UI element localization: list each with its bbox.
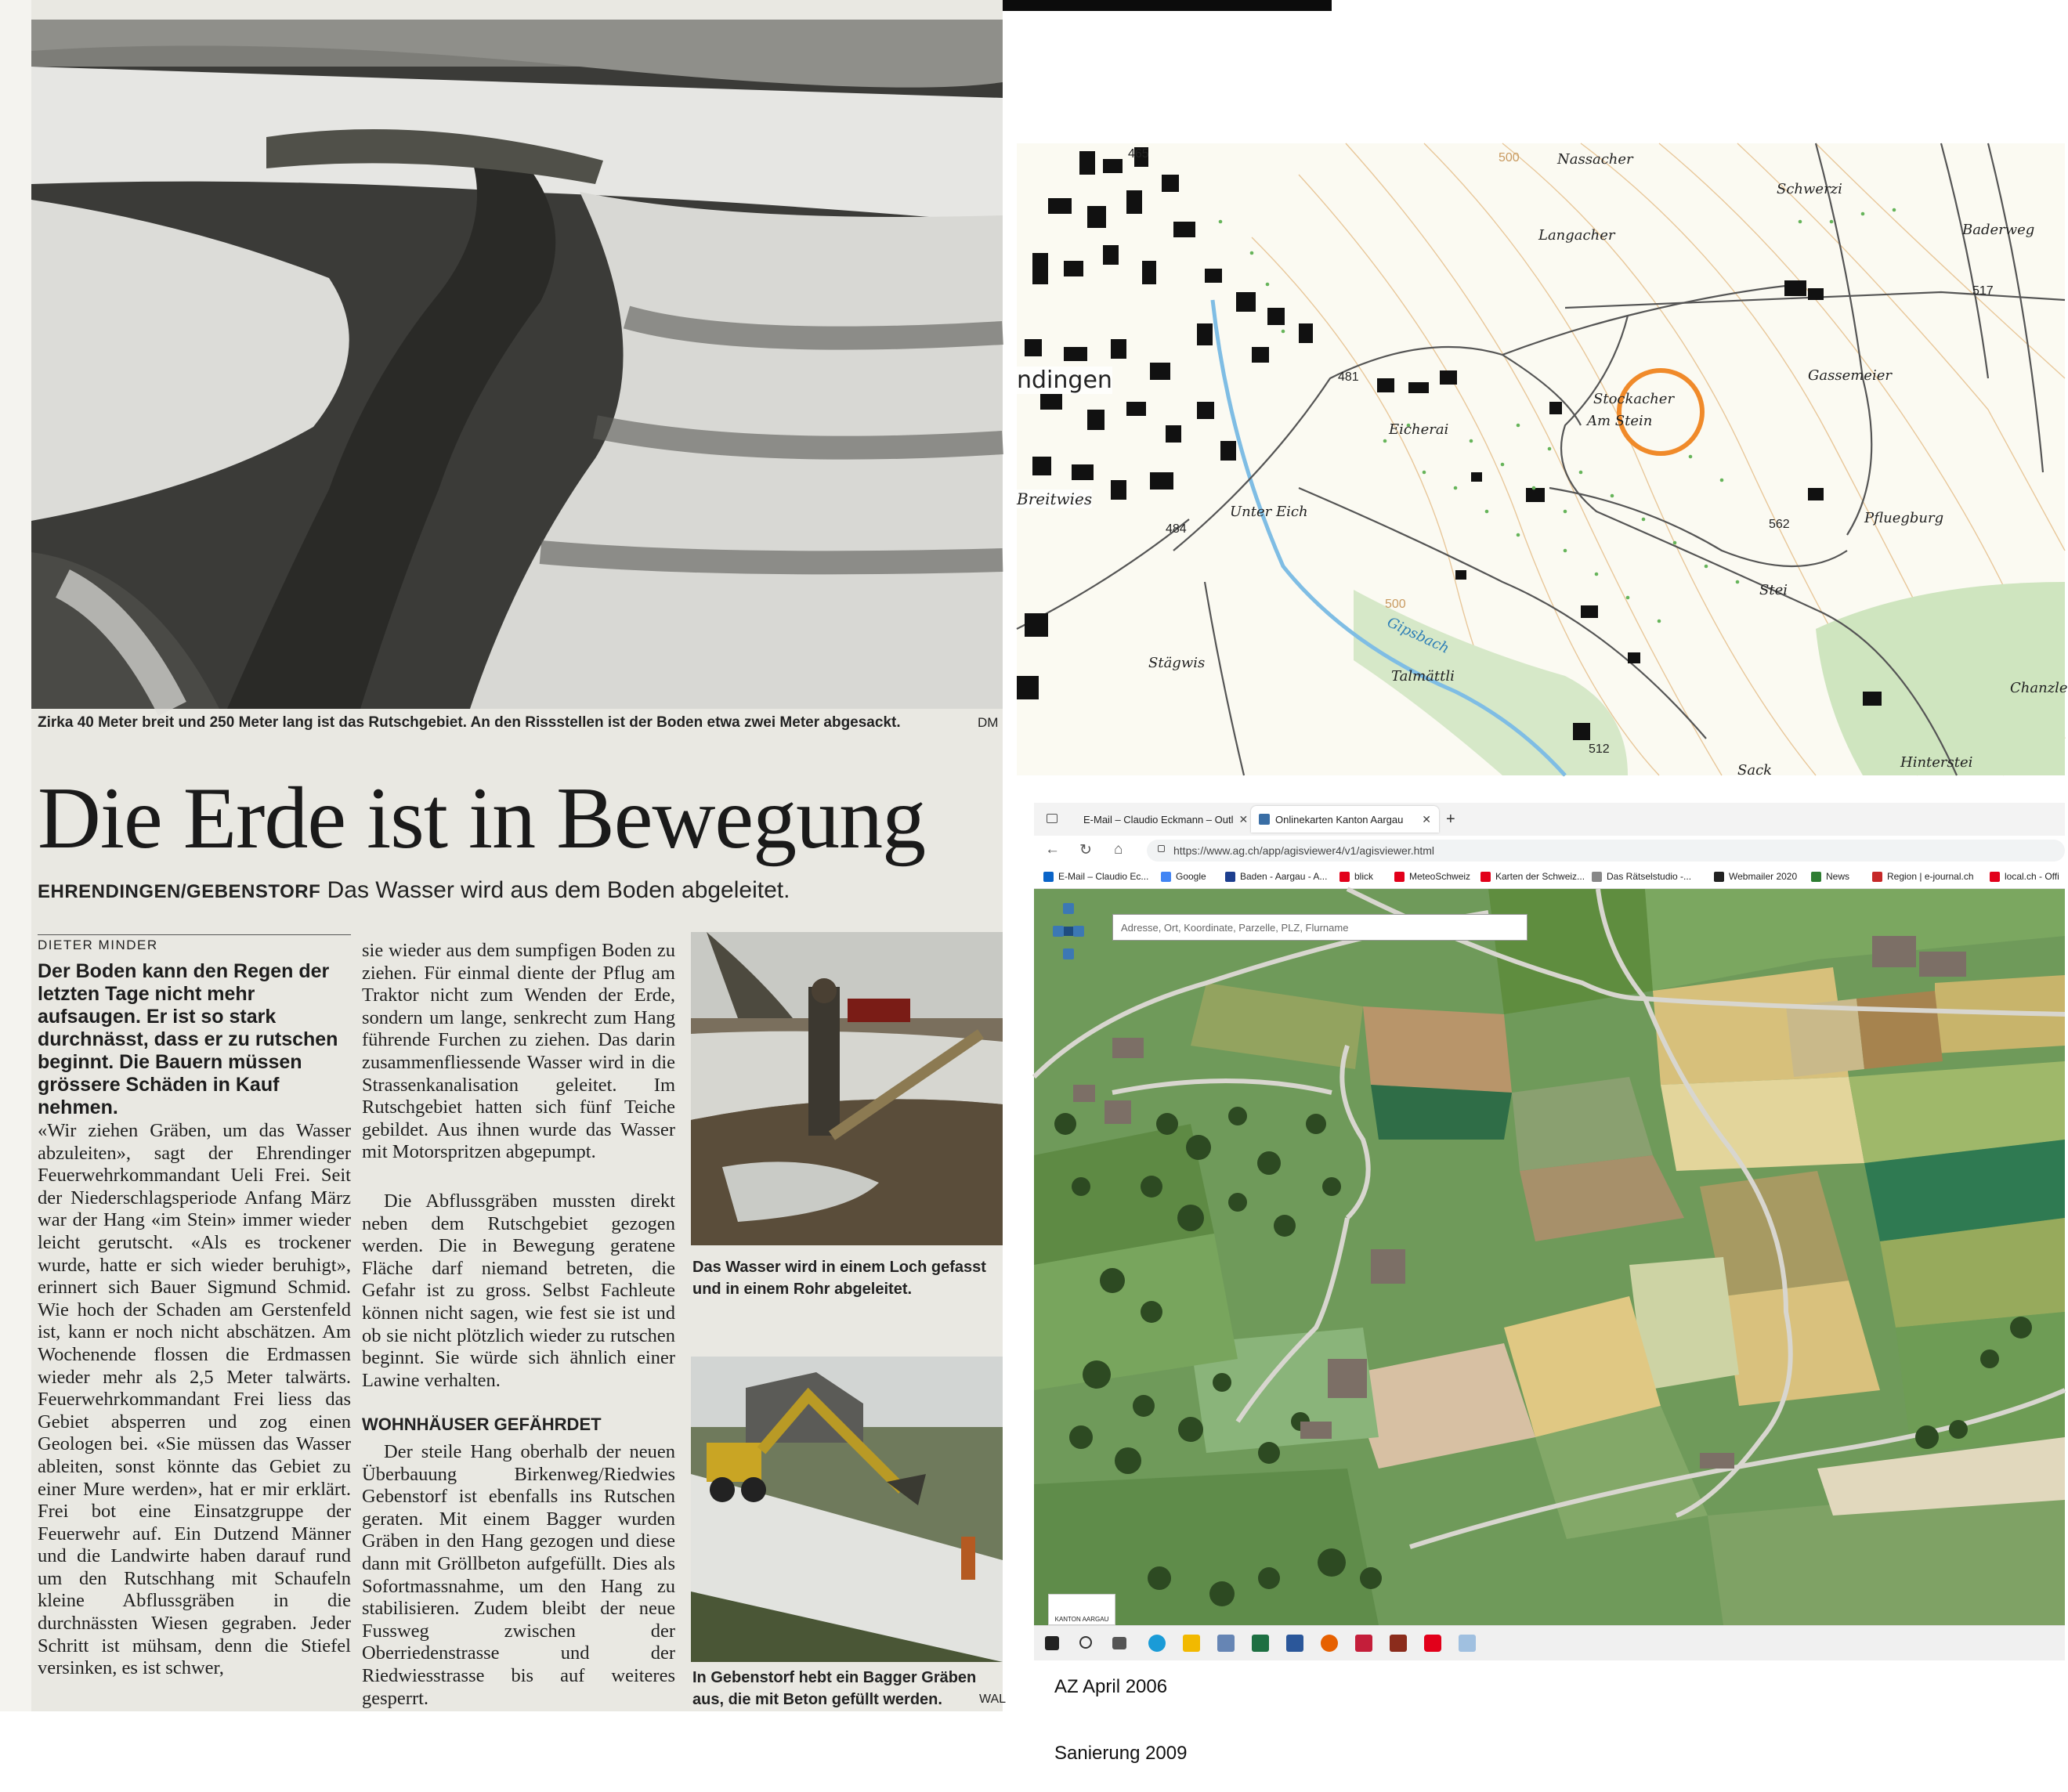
map-label-stei: Stei — [1759, 582, 1788, 598]
map-label-pfluegburg: Pfluegburg — [1864, 510, 1944, 526]
lede: Der Boden kann den Regen der letzten Tage nicht mehr aufsaugen. Er ist so stark durchnässt, dass er zu rutschen beginnt. Die Bauern müssen grössere Schäden in Kauf nehmen. — [38, 960, 338, 1118]
column-1-text: «Wir ziehen Gräben, um das Wasser abzuleiten», sagt der Ehrendinger Feuerwehrkommandant Ueli Frei. Seit der Niederschlagsperiode Anfang März war der Hang «im Stein» immer wieder leicht gerutscht. «Als es trockener wurde, hatte er sich wieder beruhigt», erinnert sich Bauer Sigmund Schmid. Wie hoch der Schaden am Gerstenfeld ist, kann er noch nicht abschätzen. Am Wochenende flossen die Erdmassen wieder mehr als 2,5 Meter talwärts. Feuerwehrkommandant Frei liess das Gebiet absperren und zog einen Geologen bei. «Sie müssen das Wasser ableiten, sonst könnte das Gebiet zu einer Mure werden», hat er mir erklärt. Frei bot eine Einsatzgruppe der Feuerwehr auf. Ein Dutzend Männer und die Landwirte haben darauf rund um den Rutschhang mit Schaufeln kleine Abflussgräben in die durchnässten Wiesen gegraben. Jeder Schritt ist mühsam, denn die Stiefel versinken, es ist schwer, — [38, 1120, 351, 1679]
bookmark-label: Region | e-journal.ch — [1887, 871, 1974, 882]
map-height-512: 512 — [1589, 742, 1610, 756]
tab-onlinekarten[interactable] — [1251, 806, 1439, 833]
bookmark-label: blick — [1354, 871, 1374, 882]
map-label-chanzle: Chanzle — [2010, 680, 2068, 696]
back-icon[interactable]: ← — [1045, 841, 1060, 858]
news-icon — [1811, 872, 1821, 882]
paint-icon[interactable] — [1459, 1635, 1476, 1652]
task-view-icon[interactable] — [1112, 1637, 1126, 1649]
puzzle-icon — [1592, 872, 1602, 882]
bookmark-label: Karten der Schweiz... — [1495, 871, 1585, 882]
tab-email[interactable] — [1070, 806, 1249, 833]
close-icon[interactable]: ✕ — [1238, 812, 1249, 826]
map-label-baderweg: Baderweg — [1962, 222, 2035, 238]
bookmark-label: Das Rätselstudio -... — [1607, 871, 1692, 882]
address-row — [1034, 836, 2065, 865]
subhead-text: Das Wasser wird aus dem Boden abgeleitet. — [320, 877, 790, 903]
az-icon — [1225, 872, 1235, 882]
windows-start-icon[interactable] — [1045, 1636, 1059, 1650]
column-2a-text: sie wieder aus dem sumpfigen Boden zu ziehen. Für einmal diente der Pflug am Traktor nicht zum Wenden der Erde, sondern um lange, senkrecht zum Hang führende Furchen zu ziehen. Das darin zusammenfliessende Wasser wird in die Strassenkanalisation geleitet. Im Rutschgebiet hatten sich fünf Teiche gebildet. Aus ihnen wurde das Wasser mit Motorspritzen abgepumpt. — [362, 940, 675, 1163]
map-label-unter-eich: Unter Eich — [1230, 504, 1308, 520]
bookmark-news[interactable] — [1811, 871, 1849, 882]
subhead — [38, 877, 1001, 904]
bookmark-region[interactable] — [1872, 871, 1974, 882]
aerial-map-view[interactable] — [1034, 889, 2065, 1625]
bookmark-meteoschweiz[interactable] — [1394, 871, 1470, 882]
bookmark-raetselstudio[interactable] — [1592, 871, 1691, 882]
map-label-sack: Sack — [1737, 762, 1773, 779]
tab-actions-icon[interactable] — [1047, 814, 1058, 823]
map-zoom-control[interactable] — [1053, 903, 1084, 959]
map-label-ndingen: ndingen — [1017, 367, 1112, 394]
new-tab-button[interactable]: + — [1446, 811, 1455, 828]
bookmark-label: Webmailer 2020 — [1729, 871, 1798, 882]
windows-taskbar — [1034, 1625, 2065, 1660]
newspaper-clipping — [0, 0, 1007, 1711]
blick-icon — [1340, 872, 1350, 882]
headline: Die Erde ist in Bewegung — [38, 770, 926, 867]
map-height-562: 562 — [1769, 518, 1790, 531]
home-icon[interactable]: ⌂ — [1114, 841, 1123, 858]
drainage-photo-caption: Das Wasser wird in einem Loch gefasst und in einem Rohr abgeleitet. — [692, 1259, 986, 1298]
landslide-photo — [31, 20, 1003, 709]
bookmarks-bar — [1034, 865, 2065, 889]
article-column-2c — [362, 1441, 675, 1710]
map-label-talmaettli: Talmättli — [1391, 668, 1455, 685]
acrobat-icon[interactable] — [1424, 1635, 1441, 1652]
excavator-photo-credit: WAL — [979, 1693, 1007, 1706]
e-journal-icon — [1872, 872, 1882, 882]
firefox-icon[interactable] — [1321, 1635, 1338, 1652]
bookmark-blick[interactable] — [1340, 871, 1373, 882]
excavator-photo-caption: In Gebenstorf hebt ein Bagger Gräben aus, die mit Beton gefüllt werden. — [692, 1669, 977, 1708]
caption-sanierung-2009: Sanierung 2009 — [1054, 1743, 1188, 1764]
close-icon[interactable]: ✕ — [1422, 812, 1431, 826]
article-column-2a — [362, 940, 675, 1164]
swiss-shield-icon — [1480, 872, 1491, 882]
bookmark-label: News — [1826, 871, 1850, 882]
map-height-465: 465 — [1128, 147, 1149, 161]
map-label-hinterstei: Hinterstei — [1900, 754, 1973, 771]
puzzle-app-icon[interactable] — [1390, 1635, 1407, 1652]
bookmark-karten[interactable] — [1480, 871, 1585, 882]
app-icon[interactable] — [1355, 1635, 1372, 1652]
article-column-2b — [362, 1190, 675, 1392]
subhead-place: EHRENDINGEN/GEBENSTORF — [38, 881, 321, 902]
kanton-aargau-logo: KANTON AARGAU — [1048, 1594, 1115, 1625]
map-contour-500-bottom: 500 — [1385, 598, 1406, 611]
browser-window — [1034, 803, 2065, 1660]
scan-edge-bar — [1003, 0, 1332, 11]
reload-icon[interactable]: ↻ — [1079, 842, 1092, 858]
bookmark-webmailer[interactable] — [1714, 871, 1797, 882]
tab-bar — [1034, 803, 2065, 836]
main-photo-credit: DM — [978, 715, 999, 730]
map-label-staegwis: Stägwis — [1148, 655, 1206, 671]
author: DIETER MINDER — [38, 938, 158, 952]
address-bar-url: https://www.ag.ch/app/agisviewer4/v1/agisviewer.html — [1173, 844, 1435, 857]
outlook-icon — [1043, 872, 1054, 882]
map-label-gassemeier: Gassemeier — [1808, 367, 1892, 384]
tab-onlinekarten-label: Onlinekarten Kanton Aargau — [1275, 813, 1404, 826]
tab-email-label: E-Mail – Claudio Eckmann – Outl — [1083, 813, 1234, 826]
map-contour-500-top: 500 — [1499, 151, 1520, 164]
map-label-breitwies: Breitwies — [1017, 490, 1093, 508]
excavator-photo — [691, 1357, 1003, 1662]
drainage-photo — [691, 932, 1003, 1245]
bookmark-local[interactable] — [1990, 871, 2059, 882]
folder-icon[interactable] — [1217, 1635, 1235, 1652]
map-label-langacher: Langacher — [1538, 227, 1615, 244]
bookmark-label: Google — [1176, 871, 1206, 882]
word-icon[interactable] — [1286, 1635, 1303, 1652]
bookmark-google[interactable] — [1161, 871, 1206, 882]
google-icon — [1161, 872, 1171, 882]
search-icon[interactable] — [1079, 1636, 1092, 1649]
map-label-gipsbach: Gipsbach — [1384, 614, 1452, 657]
section-heading: WOHNHÄUSER GEFÄHRDET — [362, 1414, 602, 1434]
map-search-input[interactable]: Adresse, Ort, Koordinate, Parzelle, PLZ, Flurname — [1112, 914, 1528, 941]
bookmark-label: E-Mail – Claudio Ec... — [1058, 871, 1149, 882]
map-label-nassacher: Nassacher — [1557, 151, 1633, 168]
map-height-481: 481 — [1338, 370, 1359, 384]
bookmark-label: Baden - Aargau - A... — [1240, 871, 1328, 882]
caption-az-april-2006: AZ April 2006 — [1054, 1676, 1168, 1697]
author-rule — [38, 934, 351, 935]
address-bar[interactable] — [1147, 840, 2065, 862]
swiss-shield-icon — [1394, 872, 1405, 882]
topographic-map — [1017, 143, 2068, 779]
map-label-am-stein: Am Stein — [1587, 413, 1653, 429]
bookmark-label: MeteoSchweiz — [1409, 871, 1471, 882]
map-label-stockacher: Stockacher — [1593, 391, 1675, 407]
edge-icon[interactable] — [1148, 1635, 1166, 1652]
map-viewer-icon — [1259, 814, 1270, 825]
bookmark-label: local.ch - Offi — [2005, 871, 2059, 882]
article-column-1 — [38, 1120, 351, 1680]
column-2b-text: Die Abflussgräben mussten direkt neben dem Rutschgebiet gezogen werden. Die in Bewegung geratene Fläche darf niemand betreten, die Gefahr ist zu gross. Selbst Fachleute können nicht sagen, wie fest sie ist und ob sie nicht plötzlich wieder zu rutschen beginnt. Sie würde sich ähnlich einer Lawine verhalten. — [362, 1190, 675, 1391]
local-ch-icon — [1990, 872, 2000, 882]
lock-icon — [1158, 845, 1165, 852]
map-height-484: 484 — [1166, 522, 1187, 536]
map-label-eicherai: Eicherai — [1389, 421, 1449, 438]
webmail-icon — [1714, 872, 1724, 882]
column-2c-text: Der steile Hang oberhalb der neuen Überbauung Birkenweg/Riedwies Gebenstorf ist ebenfalls ins Rutschen geraten. Mit einem Bagger wurden Gräben in den Hang gezogen und diese dann mit Gröllbeton aufgefüllt. Dies als Sofortmassnahme, um den Hang zu stabilisieren. Zudem bleibt der neue Fussweg zwischen der Oberriedenstrasse und der Riedwiesstrasse bis auf weiteres gesperrt. — [362, 1441, 675, 1709]
bookmark-baden[interactable] — [1225, 871, 1327, 882]
bookmark-email[interactable] — [1043, 871, 1148, 882]
map-label-schwerzi: Schwerzi — [1777, 181, 1842, 197]
file-explorer-icon[interactable] — [1183, 1635, 1200, 1652]
map-height-517: 517 — [1972, 284, 1994, 298]
excel-icon[interactable] — [1252, 1635, 1269, 1652]
main-photo-caption: Zirka 40 Meter breit und 250 Meter lang ist das Rutschgebiet. An den Rissstellen ist der Boden etwa zwei Meter abgesackt. — [38, 714, 901, 731]
